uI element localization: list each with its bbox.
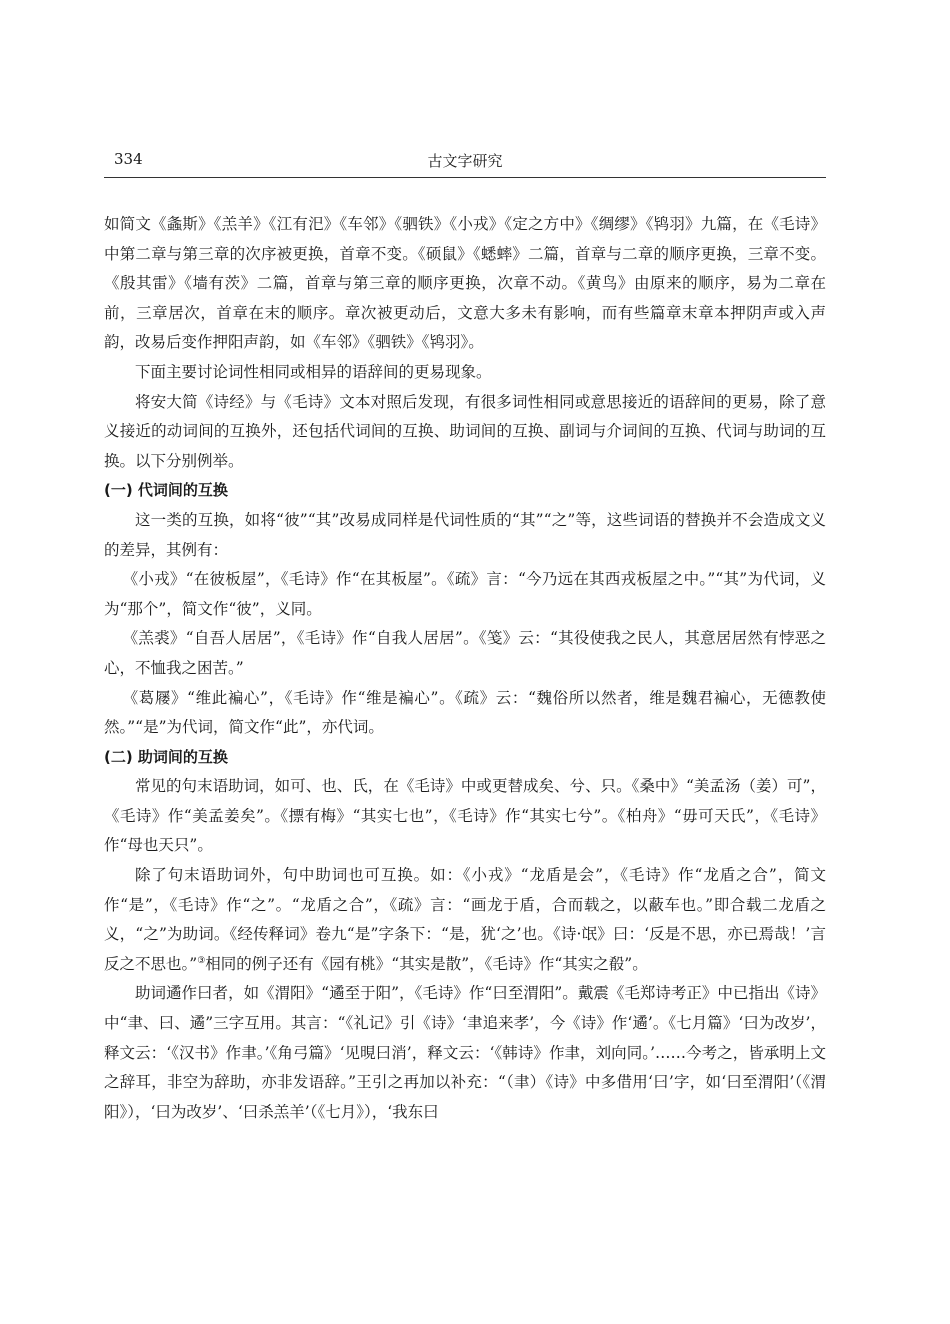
section-heading: (一) 代词间的互换 xyxy=(104,481,228,500)
page-header xyxy=(104,150,826,176)
paragraph xyxy=(104,861,826,979)
header-rule xyxy=(104,177,826,178)
example-quote: 《小戎》“在彼板屋”，《毛诗》作“在其板屋”。《疏》言：“今乃远在其西戎板屋之中。”“其”为代词，义为“那个”，简文作“彼”，义同。 xyxy=(104,570,826,618)
paragraph-text: 相同的例子还有《园有桃》“其实是散”，《毛诗》作“其实之殽”。 xyxy=(205,954,648,973)
paragraph: 将安大简《诗经》与《毛诗》文本对照后发现，有很多词性相同或意思接近的语辞间的更易，除了意义接近的动词间的互换外，还包括代词间的互换、助词间的互换、副词与介词间的互换、代词与助词的互换。以下分别例举。 xyxy=(104,392,826,470)
paragraph: 这一类的互换，如将“彼”“其”改易成同样是代词性质的“其”“之”等，这些词语的替换并不会造成文义的差异，其例有： xyxy=(104,510,826,559)
footnote-marker[interactable]: ③ xyxy=(197,955,206,966)
page-number: 334 xyxy=(114,150,143,168)
paragraph: 助词遹作曰者，如《渭阳》“遹至于阳”，《毛诗》作“曰至渭阳”。戴震《毛郑诗考正》中已指出《诗》中“聿、曰、遹”三字互用。其言：“《礼记》引《诗》‘聿追来孝’，今《诗》作‘遹’。《七月篇》‘曰为改岁’，释文云：‘《汉书》作聿。’《角弓篇》‘见晛曰消’，释文云：‘《韩诗》作聿，刘向同。’……今考之，皆承明上文之辞耳，非空为辞助，亦非发语辞。”王引之再加以补充：“（聿）《诗》中多借用‘曰’字，如‘曰至渭阳’（《渭阳》），‘曰为改岁’、‘曰杀羔羊’（《七月》），‘我东曰 xyxy=(104,984,826,1121)
paragraph-text: 除了句末语助词外，句中助词也可互换。如：《小戎》“龙盾是会”，《毛诗》作“龙盾之合”，简文作“是”，《毛诗》作“之”。“龙盾之合”，《疏》言：“画龙于盾，合而载之，以蔽车也。”即合载二龙盾之义，“之”为助词。《经传释词》卷九“是”字条下：“是，犹‘之’也。《诗·氓》曰：‘反是不思，亦已焉哉！’言反之不思也。” xyxy=(104,866,826,973)
paragraph: 如简文《螽斯》《羔羊》《江有汜》《车邻》《驷铁》《小戎》《定之方中》《绸缪》《鸨羽》九篇，在《毛诗》中第二章与第三章的次序被更换，首章不变。《硕鼠》《蟋蟀》二篇，首章与二章的顺序更换，三章不变。《殷其雷》《墙有茨》二篇，首章与第三章的顺序更换，次章不动。《黄鸟》由原来的顺序，易为二章在前，三章居次，首章在末的顺序。章次被更动后，文意大多未有影响，而有些篇章末章本押阴声或入声韵，改易后变作押阳声韵，如《车邻》《驷铁》《鸨羽》。 xyxy=(104,215,826,352)
example-quote: 《葛屦》“维此褊心”，《毛诗》作“维是褊心”。《疏》云：“魏俗所以然者，维是魏君褊心，无德教使然。”“是”为代词，简文作“此”，亦代词。 xyxy=(104,688,826,737)
paragraph: 常见的句末语助词，如可、也、氏，在《毛诗》中或更替成矣、兮、只。《桑中》“美孟汤（姜）可”，《毛诗》作“美孟姜矣”。《摽有梅》“其实七也”，《毛诗》作“其实七兮”。《柏舟》“毋可天氏”，《毛诗》作“母也天只”。 xyxy=(104,777,826,855)
running-title: 古文字研究 xyxy=(427,152,503,170)
body-text xyxy=(104,210,826,1127)
example-quote: 《羔裘》“自吾人居居”，《毛诗》作“自我人居居”。《笺》云：“其役使我之民人，其意居居然有悖恶之心，不恤我之困苦。” xyxy=(104,629,826,677)
section-heading: (二) 助词间的互换 xyxy=(104,747,228,766)
paragraph: 下面主要讨论词性相同或相异的语辞间的更易现象。 xyxy=(135,362,492,381)
